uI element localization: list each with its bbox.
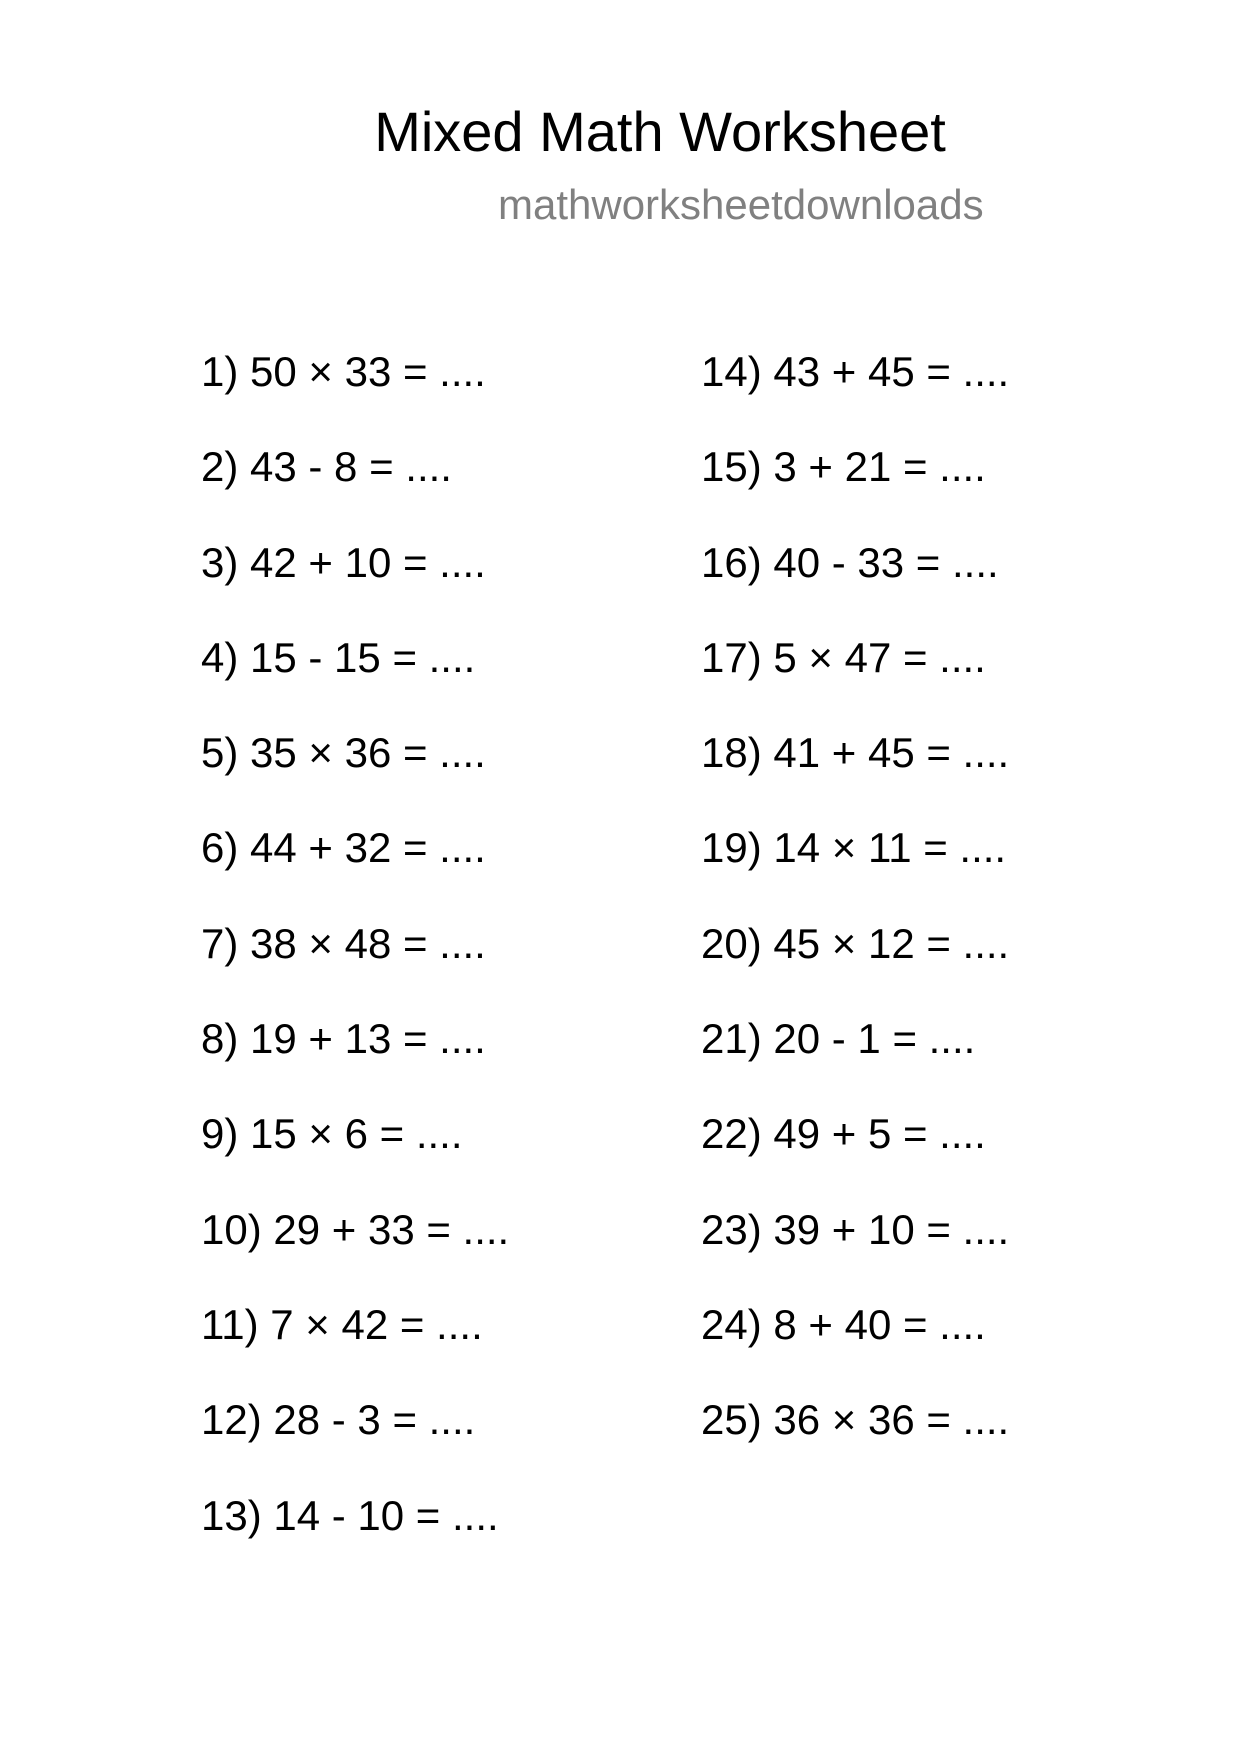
problem-7: 7) 38 × 48 = .... <box>201 919 486 967</box>
problem-3: 3) 42 + 10 = .... <box>201 538 486 586</box>
problems-column-left <box>201 344 509 1583</box>
problem-6: 6) 44 + 32 = .... <box>201 824 486 872</box>
problem-13: 13) 14 - 10 = .... <box>201 1491 499 1539</box>
problem-15: 15) 3 + 21 = .... <box>701 443 986 491</box>
problem-9: 9) 15 × 6 = .... <box>201 1110 463 1158</box>
problem-19: 19) 14 × 11 = .... <box>701 824 1007 872</box>
problem-2: 2) 43 - 8 = .... <box>201 443 452 491</box>
problem-23: 23) 39 + 10 = .... <box>701 1205 1010 1253</box>
worksheet-subtitle: mathworksheetdownloads <box>498 181 984 228</box>
problem-4: 4) 15 - 15 = .... <box>201 633 476 681</box>
problem-1: 1) 50 × 33 = .... <box>201 348 486 395</box>
problem-25: 25) 36 × 36 = .... <box>701 1396 1010 1444</box>
problem-8: 8) 19 + 13 = .... <box>201 1015 486 1063</box>
problem-14: 14) 43 + 45 = .... <box>701 348 1010 395</box>
problem-21: 21) 20 - 1 = .... <box>701 1015 976 1063</box>
problem-22: 22) 49 + 5 = .... <box>701 1110 986 1158</box>
problem-12: 12) 28 - 3 = .... <box>201 1396 476 1444</box>
problem-18: 18) 41 + 45 = .... <box>701 729 1010 777</box>
problem-10: 10) 29 + 33 = .... <box>201 1205 510 1253</box>
problem-24: 24) 8 + 40 = .... <box>701 1300 986 1348</box>
problems-column-right <box>701 344 1009 1488</box>
problem-16: 16) 40 - 33 = .... <box>701 538 999 586</box>
problem-17: 17) 5 × 47 = .... <box>701 633 986 681</box>
problem-11: 11) 7 × 42 = .... <box>201 1300 483 1348</box>
problem-5: 5) 35 × 36 = .... <box>201 729 486 777</box>
worksheet-title: Mixed Math Worksheet <box>374 100 946 163</box>
problem-20: 20) 45 × 12 = .... <box>701 919 1010 967</box>
